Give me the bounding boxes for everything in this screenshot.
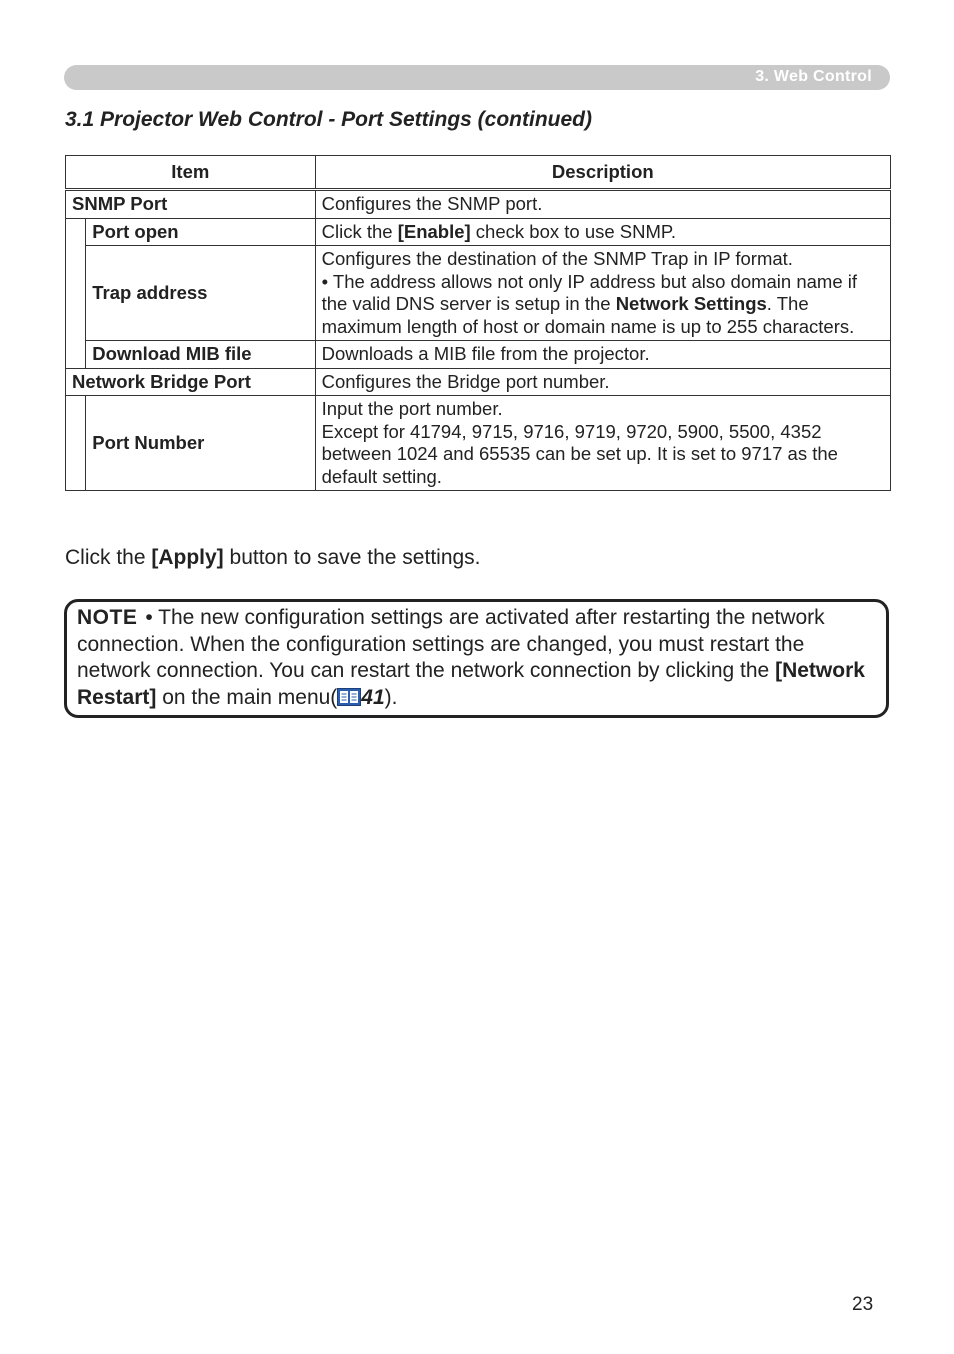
note-box <box>64 599 889 718</box>
section-header-bar <box>64 65 890 90</box>
table-row <box>66 218 891 246</box>
column-header-item: Item <box>66 156 316 190</box>
item-snmp-port: SNMP Port <box>66 190 316 219</box>
table-row <box>66 396 891 491</box>
column-header-description: Description <box>315 156 890 190</box>
desc-download-mib: Downloads a MIB file from the projector. <box>315 341 890 369</box>
desc-text: Except for 41794, 9715, 9716, 9719, 9720, 5900, 5500, 4352 between 1024 and 65535 can be set up. It is set to 9717 as the default setting. <box>321 420 838 487</box>
desc-snmp-port: Configures the SNMP port. <box>315 190 890 219</box>
desc-text: Configures the destination of the SNMP Trap in IP format. <box>321 248 793 269</box>
item-port-open: Port open <box>86 218 315 246</box>
desc-port-open <box>315 218 890 246</box>
book-reference-icon <box>337 687 361 705</box>
desc-port-number <box>315 396 890 491</box>
note-text: ). <box>384 685 398 709</box>
apply-text: Click the <box>65 546 152 569</box>
indent-cell <box>66 396 86 491</box>
network-settings-label: Network Settings <box>615 293 767 314</box>
table-row <box>66 246 891 341</box>
page-reference-link[interactable]: 41 <box>361 685 385 709</box>
table-row <box>66 190 891 219</box>
item-download-mib: Download MIB file <box>86 341 315 369</box>
note-text: • The new configuration settings are activated after restarting the network connection. When the configuration settings are changed, you must restart the network connection. You can restart the network connection by clicking the <box>77 606 825 682</box>
apply-button-label: [Apply] <box>151 546 224 569</box>
section-label: 3. Web Control <box>755 68 872 85</box>
enable-label: [Enable] <box>397 220 471 242</box>
desc-network-bridge-port: Configures the Bridge port number. <box>315 368 890 396</box>
page-number: 23 <box>852 1294 874 1315</box>
table-row <box>66 368 891 396</box>
desc-text: . The maximum length of host or domain name is up to 255 characters. <box>321 293 855 337</box>
table-row <box>66 341 891 369</box>
desc-trap-address <box>315 246 890 341</box>
item-trap-address: Trap address <box>86 246 315 341</box>
indent-cell <box>66 218 86 368</box>
desc-text: check box to use SNMP. <box>470 220 676 242</box>
note-label: NOTE <box>77 606 138 629</box>
note-text: on the main menu( <box>156 685 338 709</box>
port-settings-table <box>65 155 891 491</box>
apply-text: button to save the settings. <box>223 546 481 569</box>
desc-text: Input the port number. <box>321 398 503 419</box>
apply-instruction <box>65 546 481 570</box>
desc-text: • The address allows not only IP address but also domain name if the valid DNS server is setup in the <box>321 270 858 314</box>
page-title: 3.1 Projector Web Control - Port Settings (continued) <box>65 108 592 131</box>
network-restart-label: [Network Restart] <box>77 659 865 709</box>
item-port-number: Port Number <box>86 396 315 491</box>
item-network-bridge-port: Network Bridge Port <box>66 368 316 396</box>
desc-text: Click the <box>321 220 398 242</box>
table-header-row <box>66 156 891 190</box>
